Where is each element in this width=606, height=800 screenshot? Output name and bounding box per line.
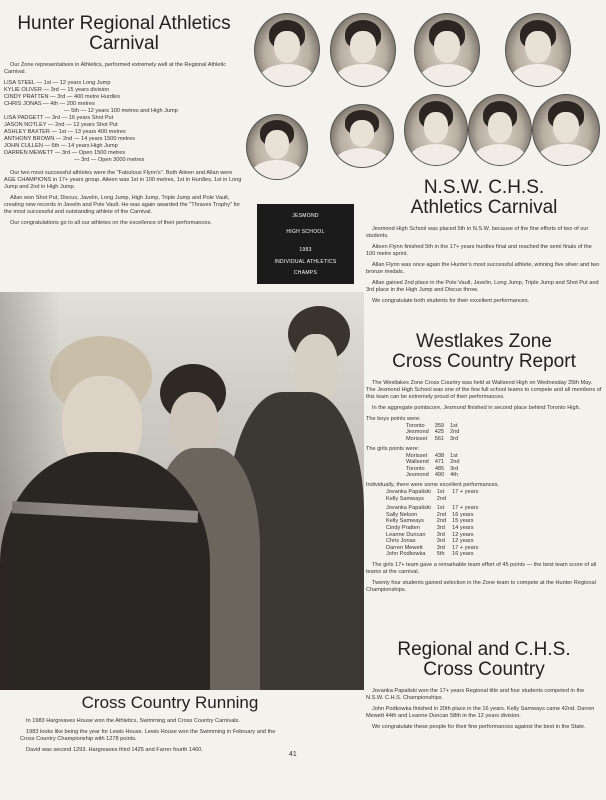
regional-para1: Jovanka Papaliski won the 17+ years Regional title and four students competed in the N.S.W. C.H.S. Championships.	[366, 687, 585, 701]
table-row: Wallsend 471 2nd	[406, 459, 460, 466]
pennant-line: 1983	[299, 247, 312, 253]
regional-body	[366, 688, 602, 731]
cross-country-body	[20, 718, 282, 754]
table-row: Jesmond 490 4th	[406, 472, 458, 479]
pennant-line: JESMOND	[292, 213, 319, 219]
hunter-body	[4, 62, 244, 231]
table-row: Sally Nelson 2nd 16 years	[386, 511, 474, 518]
westlakes-para1: The Westlakes Zone Cross Country was held at Wallsend High on Wednesday 25th May. The Jesmond High School was one of the few full school teams to compete and all members of this team can be extremely proud of their performances.	[366, 379, 602, 400]
table-row: Toronto 359 1st	[406, 422, 458, 429]
list-item: — 5th — 12 years 100 metres and High Jump	[64, 108, 178, 114]
individual-top-table	[386, 489, 484, 502]
regional-title-line2: Cross Country	[423, 658, 545, 680]
student-portrait	[404, 94, 468, 166]
regional-para2: John Podkowka finished in 20th place in the 16 years. Kelly Samways came 42nd. Darren Mewett 44th and Leanne Duncan 58th in the 12 years division.	[366, 705, 595, 719]
hunter-section	[4, 14, 244, 54]
cross-country-para1: In 1983 Hargreaves House won the Athletics, Swimming and Cross Country Carnivals.	[26, 717, 240, 724]
table-row: Chris Jonas 3rd 12 years	[386, 538, 474, 545]
list-item: ASHLEY BAXTER — 1st — 13 years 400 metres	[4, 129, 126, 135]
westlakes-para3: The girls 17+ team gave a remarkable team effort of 45 points — the best team score of all teams at the carnival.	[366, 561, 597, 575]
table-row: Morisset 561 3rd	[406, 436, 459, 443]
westlakes-body	[366, 380, 602, 594]
nsw-para3: Allan Flynn was once again the Hunter's most successful athlete, winning five silver and two bronze medals.	[366, 261, 600, 275]
nsw-para5: We congratulate both students for their excellent performances.	[372, 297, 530, 304]
individual-table	[386, 505, 484, 558]
hunter-results-list	[4, 80, 244, 164]
pennant-line: HIGH SCHOOL	[286, 229, 325, 235]
boys-label: The boys points were:	[366, 415, 421, 422]
individual-label: Individually, there were some excellent performances.	[366, 482, 499, 489]
list-item: LISA STEEL — 1st — 12 years Long Jump	[4, 80, 111, 86]
cross-country-para2: 1983 looks like being the year for Lewis House. Lewis House won the Swimming in February and the Cross Country Championship with 1278 points.	[20, 728, 276, 742]
student-portrait	[532, 94, 600, 166]
student-portrait	[254, 13, 320, 87]
table-row: Jovanka Papaliski 1st 17 + years	[386, 505, 479, 512]
student-portrait	[468, 94, 532, 166]
list-item: KYLIE OLIVER — 3rd — 15 years division	[4, 87, 110, 93]
hunter-intro: Our Zone representatives in Athletics, performed extremely well at the Regional Athletic Carnival.	[4, 62, 227, 75]
table-row: John Podkowka 5th 16 years	[386, 551, 474, 558]
list-item: — 3rd — Open 3000 metres	[74, 157, 145, 163]
student-portrait	[330, 13, 396, 87]
list-item: LISA PADGETT — 3rd — 16 years Shot Put	[4, 115, 114, 121]
list-item: CHRIS JONAS — 4th — 200 metres	[4, 101, 95, 107]
nsw-title-line2: Athletics Carnival	[410, 196, 558, 218]
student-portrait	[414, 13, 480, 87]
westlakes-para4: Twenty four students gained selection in the Zone team to compete at the Hunter Regional Championships.	[366, 579, 596, 593]
table-row: Toronto 485 3rd	[406, 465, 459, 472]
list-item: CINDY PRATTEN — 3rd — 400 metre Hurdles	[4, 94, 121, 100]
list-item: JOHN CULLEN — 6th — 14 years High Jump	[4, 143, 118, 149]
regional-para3: We congratulate these people for their fine performances against the best in the State.	[372, 723, 586, 730]
hunter-para1: Our two most successful athletes were the "Fabulous Flynn's". Both Aileen and Allan were AGE CHAMPIONS in 17+ years group. Aileen was 1st in 100 metres, 1st in Hurdles, 1st in Long Jump and 2nd in High Jump.	[4, 170, 242, 190]
page-number: 41	[289, 751, 297, 758]
cross-country-para3: David was second 1293. Hargreaves third 1425 and Farrer fourth 1460.	[26, 746, 203, 753]
student-portrait	[246, 114, 308, 180]
table-row: Leanne Duncan 3rd 12 years	[386, 531, 474, 538]
westlakes-title-line1: Westlakes Zone	[416, 331, 552, 352]
table-row: Kelly Samways 2nd	[386, 495, 447, 502]
table-row: Darren Mewett 3rd 17 + years	[386, 544, 479, 551]
nsw-para2: Aileen Flynn finished 5th in the 17+ years hurdles final and reached the semi finals of the 100 metre sprint.	[366, 243, 592, 257]
cross-country-photo	[0, 292, 364, 690]
table-row: Kelly Samways 2nd 15 years	[386, 518, 474, 525]
westlakes-section	[366, 332, 602, 598]
hunter-para3: Our congratulations go to all our athletes on the excellence of their performances.	[10, 220, 212, 226]
student-portrait	[330, 104, 394, 168]
student-portrait	[505, 13, 571, 87]
westlakes-title-line2: Cross Country Report	[392, 350, 576, 372]
regional-section	[366, 640, 602, 735]
list-item: ANTHONY BROWN — 2nd — 14 years 1500 metres	[4, 136, 136, 142]
cross-country-title: Cross Country Running	[81, 693, 259, 712]
table-row: Morisset 438 1st	[406, 452, 458, 459]
pennant-line: INDIVIDUAL ATHLETICS	[274, 259, 337, 265]
list-item: JASON NOTLEY — 2nd — 12 years Shot Put	[4, 122, 118, 128]
regional-title-line1: Regional and C.H.S.	[397, 639, 571, 660]
hunter-title-line1: Hunter Regional Athletics	[17, 13, 231, 34]
westlakes-para2: In the aggregate pointscore, Jesmond finished in second place behind Toronto High.	[372, 404, 581, 411]
list-item: DARREN MEWETT — 3rd — Open 1500 metres	[4, 150, 126, 156]
cross-country-section	[20, 694, 320, 758]
table-row: Cindy Pratten 3rd 14 years	[386, 525, 474, 531]
hunter-title-line2: Carnival	[89, 32, 159, 54]
girls-table	[406, 453, 466, 479]
nsw-body	[366, 226, 602, 305]
table-row: Jovanka Papaliski 1st 17 + years	[386, 489, 479, 496]
table-row: Jesmond 425 2nd	[406, 429, 460, 436]
champions-pennant	[257, 204, 354, 284]
girls-label: The girls points were:	[366, 445, 420, 452]
nsw-para1: Jesmond High School was placed 5th in N.S.W. because of the fine efforts of two of our students.	[366, 225, 589, 239]
nsw-title-line1: N.S.W. C.H.S.	[423, 177, 545, 198]
nsw-para4: Allan gained 2nd place in the Pole Vault, Javelin, Long Jump, Triple Jump and Shot Put and 3rd place in the High Jump and Discus throw.	[366, 279, 599, 293]
hunter-para2: Allan won Shot Put, Discus, Javelin, Long Jump, High Jump, Triple Jump and Pole Vault, creating new records in Javelin and Pole Vault. He was again awarded the "Thraves Trophy" for the most successful and outstanding athlete of the Carnival.	[4, 195, 241, 215]
nsw-section	[366, 178, 602, 309]
pennant-line: CHAMPS	[293, 270, 318, 276]
boys-table	[406, 423, 465, 443]
